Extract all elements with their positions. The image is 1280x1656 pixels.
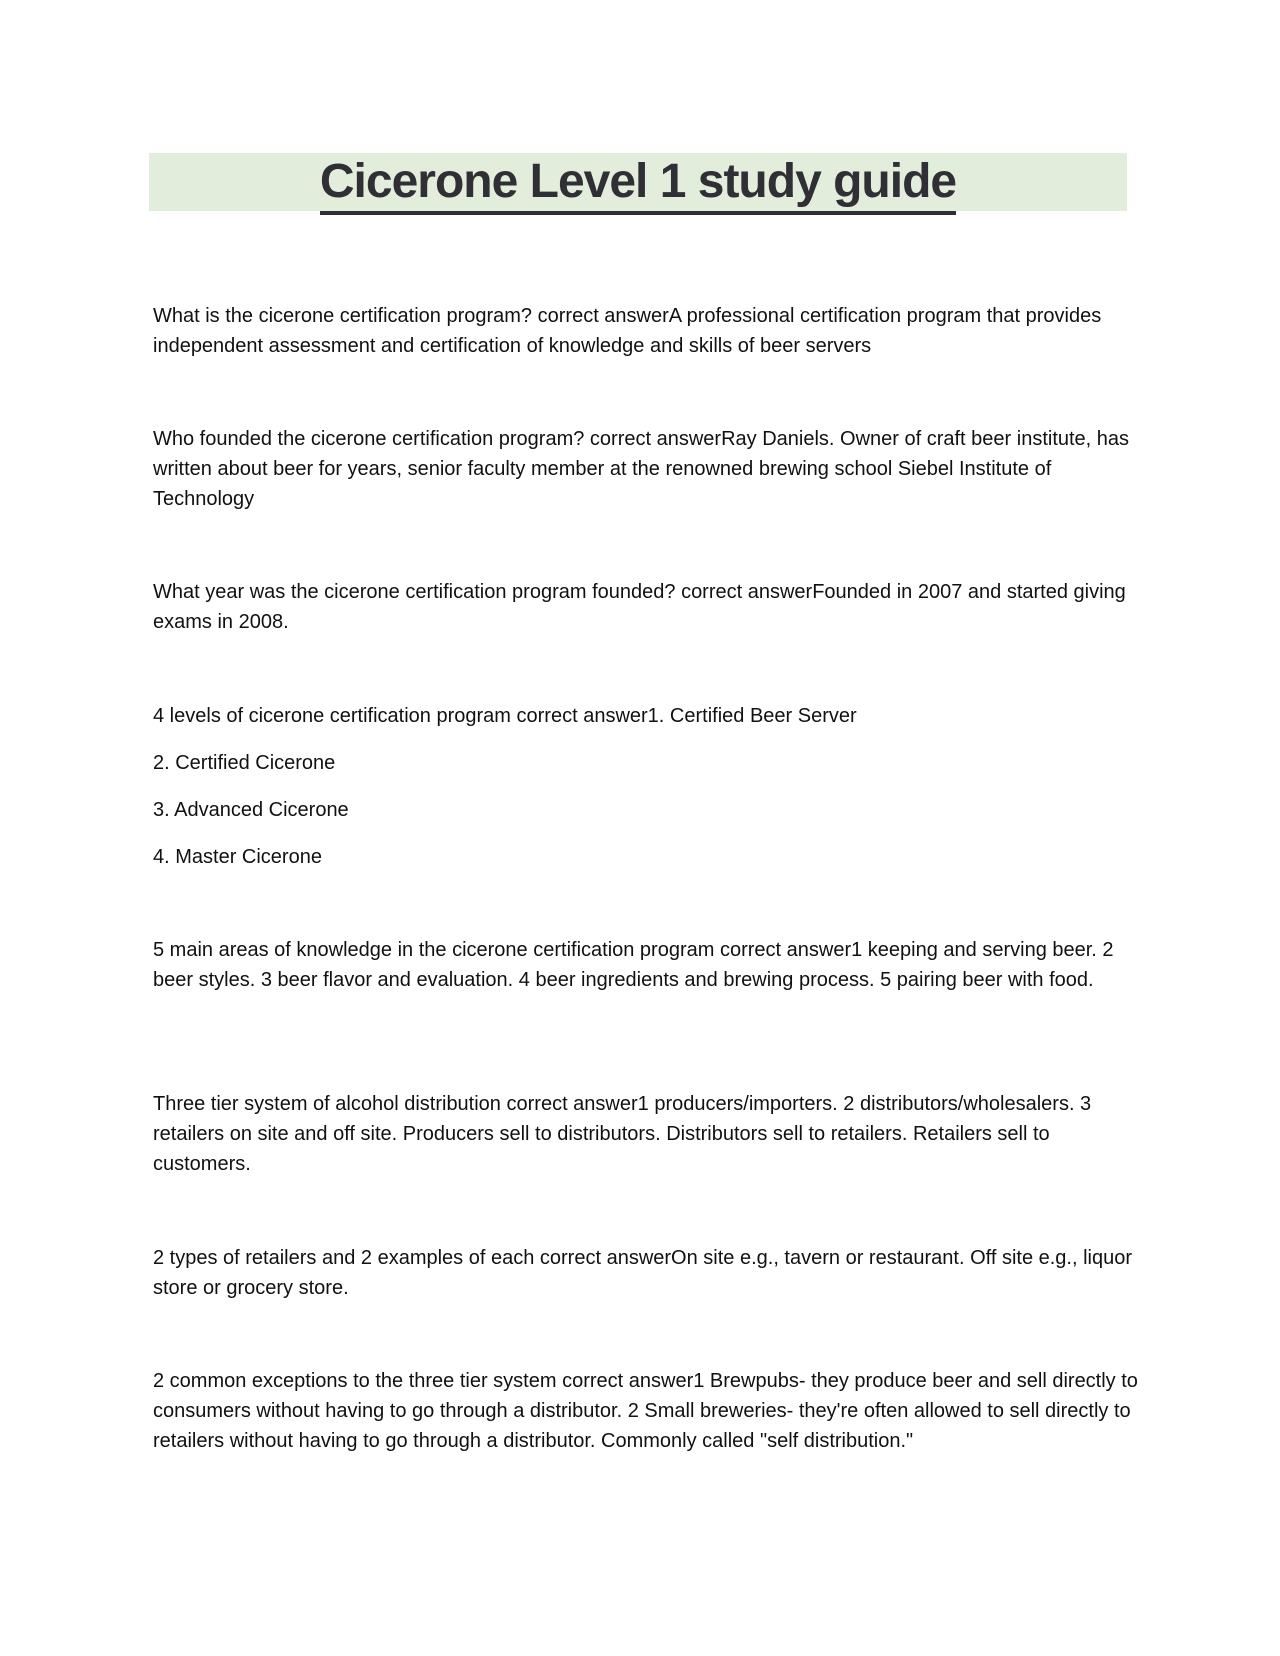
answer-text: Founded in 2007 and started giving exams in 2008.	[153, 581, 1126, 633]
answer-marker: correct answer	[506, 1093, 638, 1115]
answer-marker: correct answer	[537, 305, 669, 327]
answer-text: On site e.g., tavern or restaurant. Off site e.g., liquor store or grocery store.	[153, 1247, 1133, 1299]
answer-marker: correct answer	[589, 428, 722, 450]
document-title: Cicerone Level 1 study guide	[320, 153, 956, 215]
answer-marker: correct answer	[562, 1370, 694, 1392]
answer-marker: correct answer	[516, 705, 648, 727]
answer-text: 1 keeping and serving beer. 2 beer styles. 3 beer flavor and evaluation. 4 beer ingredients and brewing process. 5 pairing beer with food.	[153, 939, 1114, 991]
question-text: 4 levels of cicerone certification program	[153, 705, 511, 727]
question-text: What is the cicerone certification program?	[153, 305, 533, 327]
answer-text: A professional certification program that provides independent assessment and certification of knowledge and skills of beer servers	[153, 305, 1102, 357]
qa-item-7	[153, 1243, 1138, 1303]
question-text: Three tier system of alcohol distribution	[153, 1093, 501, 1115]
question-text: What year was the cicerone certification program founded?	[153, 581, 676, 603]
answer-marker: correct answer	[539, 1247, 672, 1269]
question-text: 5 main areas of knowledge in the cicerone certification program	[153, 939, 715, 961]
answer-text: 1 Brewpubs- they produce beer and sell directly to consumers without having to go through a distributor. 2 Small breweries- they're often allowed to sell directly to retailers without having to go through a distributor. Commonly called "self distribution."	[153, 1370, 1138, 1452]
list-item: 4. Master Cicerone	[153, 846, 322, 868]
answer-text: 1. Certified Beer Server	[647, 705, 857, 727]
answer-marker: correct answer	[719, 939, 852, 961]
qa-item-8	[153, 1366, 1138, 1456]
question-text: Who founded the cicerone certification program?	[153, 428, 585, 450]
answer-text: 1 producers/importers. 2 distributors/wholesalers. 3 retailers on site and off site. Producers sell to distributors. Distributors sell to retailers. Retailers sell to customers.	[153, 1093, 1092, 1175]
question-text: 2 common exceptions to the three tier system	[153, 1370, 557, 1392]
list-item: 3. Advanced Cicerone	[153, 799, 349, 821]
qa-item-5	[153, 935, 1138, 995]
qa-item-2	[153, 424, 1138, 514]
list-item: 2. Certified Cicerone	[153, 752, 336, 774]
qa-item-4	[153, 701, 1138, 731]
qa-item-6	[153, 1089, 1138, 1179]
title-band	[149, 153, 1127, 211]
question-text: 2 types of retailers and 2 examples of each	[153, 1247, 535, 1269]
answer-text: Ray Daniels. Owner of craft beer institute, has written about beer for years, senior faculty member at the renowned brewing school Siebel Institute of Technology	[153, 428, 1130, 510]
qa-item-1	[153, 301, 1138, 361]
qa-item-3	[153, 577, 1138, 637]
answer-marker: correct answer	[681, 581, 813, 603]
